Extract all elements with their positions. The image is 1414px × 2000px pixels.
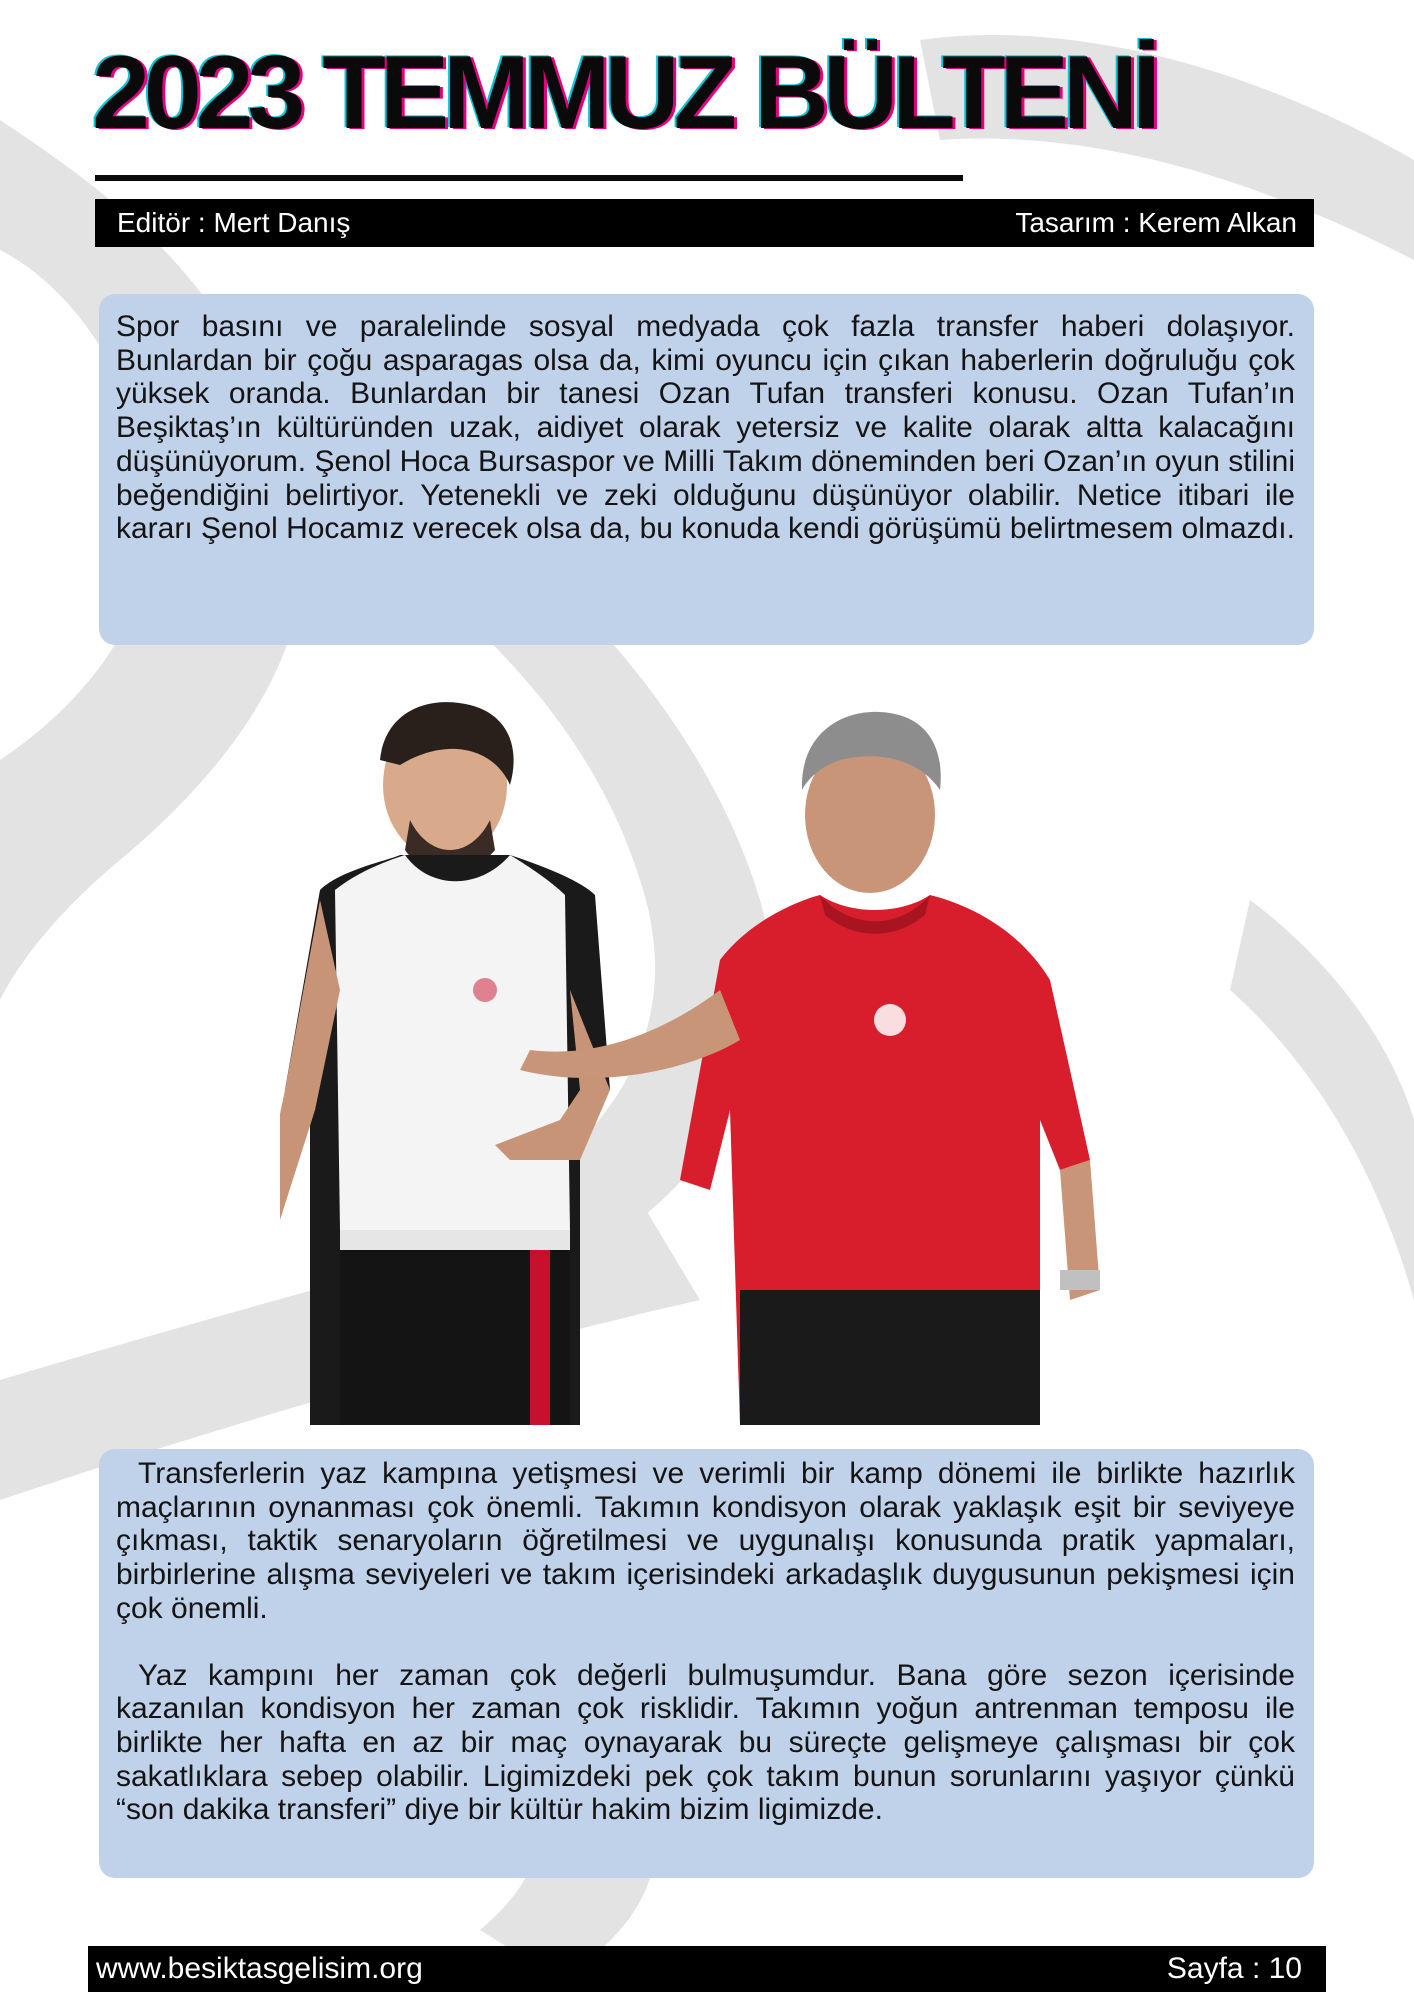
intro-text-box xyxy=(99,294,1314,645)
two-people-photo-icon xyxy=(280,690,1180,1425)
newsletter-title: 2023 TEMMUZ BÜLTENİ xyxy=(92,35,1155,151)
designer-credit: Tasarım : Kerem Alkan xyxy=(1015,207,1297,238)
footer-bar xyxy=(88,1946,1326,1992)
intro-paragraph: Spor basını ve paralelinde sosyal medyada çok fazla transfer haberi dolaşıyor. Bunlardan bir çoğu asparagas olsa da, kimi oyuncu için çıkan haberlerin doğruluğu çok yüksek oranda. Bunlardan bir tanesi Ozan Tufan transferi konusu. Ozan Tufan’ın Beşiktaş’ın kültüründen uzak, aidiyet olarak yetersiz ve kalite olarak altta kalacağını düşünüyorum. Şenol Hoca Bursaspor ve Milli Takım döneminden beri Ozan’ın oyun stilini beğendiğini belirtiyor. Yetenekli ve zeki olduğunu düşünüyor olabilir. Netice itibari ile kararı Şenol Hocamız verecek olsa da, bu konuda kendi görüşümü belirtmesem olmazdı. xyxy=(116,310,1295,546)
website-link[interactable]: www.besiktasgelisim.org xyxy=(96,1952,423,1985)
editor-credit: Editör : Mert Danış xyxy=(117,207,351,238)
title-underline xyxy=(95,175,963,181)
coach-figure xyxy=(520,712,1100,1425)
body-paragraph-season: Yaz kampını her zaman çok değerli bulmuşumdur. Bana göre sezon içerisinde kazanılan kondisyon her zaman çok risklidir. Takımın yoğun antrenman temposu ile birlikte her hafta en az bir maç oynayarak bu süreçte gelişmeye çalışması bir çok sakatlıklara sebep olabilir. Ligimizdeki pek çok takım bunun sorunlarını yaşıyor çünkü “son dakika transferi” diye bir kültür hakim bizim ligimizde. xyxy=(116,1658,1295,1827)
body-text-box xyxy=(99,1449,1314,1878)
body-paragraph-camp: Transferlerin yaz kampına yetişmesi ve verimli bir kamp dönemi ile birlikte hazırlık maçlarının oynanması çok önemli. Takımın kondisyon olarak yaklaşık eşit bir seviyeye çıkması, taktik senaryoların öğretilmesi ve uygunalışı konusunda pratik yapmaları, birbirlerine alışma seviyeleri ve takım içerisindeki arkadaşlık duygusunun pekişmesi için çok önemli. xyxy=(116,1457,1295,1625)
credits-bar xyxy=(95,199,1314,247)
page-number: Sayfa : 10 xyxy=(1166,1952,1302,1985)
